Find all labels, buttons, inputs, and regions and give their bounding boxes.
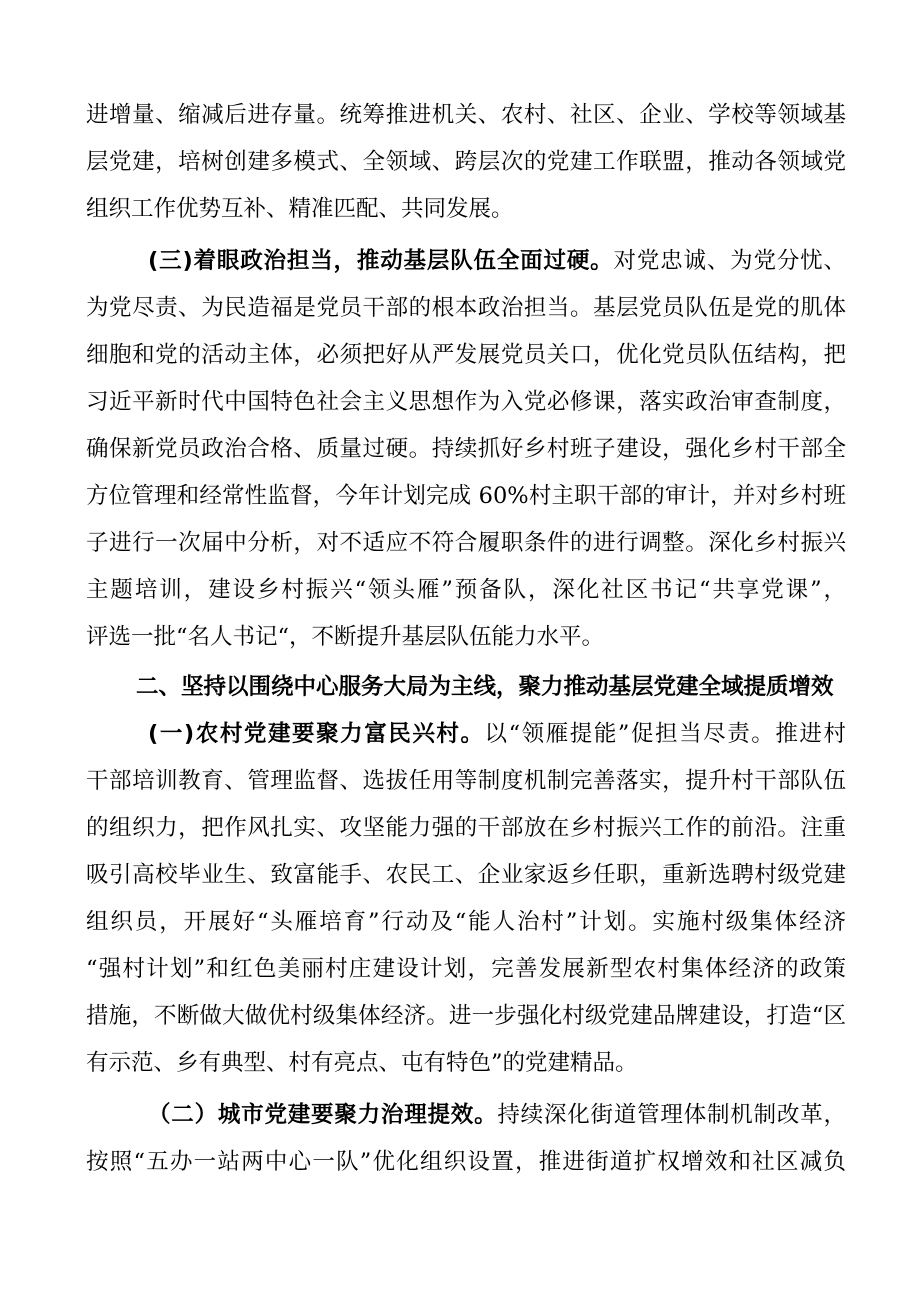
text-line: 子进行一次届中分析，对不适应不符合履职条件的进行调整。深化乡村振兴 — [86, 530, 846, 556]
section-heading-2 — [86, 664, 846, 711]
paragraph-1 — [86, 92, 846, 233]
text-line: 方位管理和经常性监督，今年计划完成 60%村主职干部的审计，并对乡村班 — [86, 483, 846, 509]
text-line: 习近平新时代中国特色社会主义思想作为入党必修课，落实政治审查制度， — [86, 389, 846, 415]
paragraph-2 — [86, 238, 846, 661]
paragraph-4 — [86, 1092, 846, 1186]
text-line: 按照“五办一站两中心一队”优化组织设置，推进街道扩权增效和社区减负 — [86, 1149, 846, 1175]
text-run: 持续深化街道管理体制机制改革， — [497, 1102, 846, 1128]
text-line: 主题培训，建设乡村振兴“领头雁”预备队，深化社区书记“共享党课”， — [86, 577, 846, 603]
text-line: 层党建，培树创建多模式、全领域、跨层次的党建工作联盟，推动各领域党 — [86, 149, 846, 175]
paragraph-3 — [86, 711, 846, 1087]
text-run: 对党忠诚、为党分忧、 — [613, 248, 846, 274]
text-line: 评选一批“名人书记“，不断提升基层队伍能力水平。 — [86, 624, 605, 650]
section-lead-heading: (三)着眼政治担当，推动基层队伍全面过硬。 — [148, 248, 614, 274]
text-line: 的组织力，把作风扎实、攻坚能力强的干部放在乡村振兴工作的前沿。注重 — [86, 815, 846, 841]
text-line: 吸引高校毕业生、致富能手、农民工、企业家返乡任职，重新选聘村级党建 — [86, 862, 846, 888]
heading-text: 二、坚持以围绕中心服务大局为主线，聚力推动基层党建全域提质增效 — [136, 674, 834, 700]
section-lead-heading: （二）城市党建要聚力治理提效。 — [148, 1102, 498, 1128]
text-line: 有示范、乡有典型、村有亮点、屯有特色”的党建精品。 — [86, 1050, 638, 1076]
document-page — [86, 92, 846, 1186]
text-line: 干部培训教育、管理监督、选拔任用等制度机制完善落实，提升村干部队伍 — [86, 768, 846, 794]
text-line: 为党尽责、为民造福是党员干部的根本政治担当。基层党员队伍是党的肌体 — [86, 295, 846, 321]
text-run: 以“领雁提能”促担当尽责。推进村 — [484, 721, 846, 747]
text-line: 措施，不断做大做优村级集体经济。进一步强化村级党建品牌建设，打造“区 — [86, 1003, 846, 1029]
text-line — [86, 238, 846, 285]
text-line — [86, 711, 846, 758]
text-line — [86, 1092, 846, 1139]
text-line: 确保新党员政治合格、质量过硬。持续抓好乡村班子建设，强化乡村干部全 — [86, 436, 846, 462]
text-line: 组织工作优势互补、精准匹配、共同发展。 — [86, 196, 514, 222]
text-line: “强村计划”和红色美丽村庄建设计划，完善发展新型农村集体经济的政策 — [86, 956, 846, 982]
text-line: 组织员，开展好“头雁培育”行动及“能人治村”计划。实施村级集体经济 — [86, 909, 846, 935]
text-line: 细胞和党的活动主体，必须把好从严发展党员关口，优化党员队伍结构，把 — [86, 342, 846, 368]
section-lead-heading: (一)农村党建要聚力富民兴村。 — [148, 721, 485, 747]
text-line: 进增量、缩减后进存量。统筹推进机关、农村、社区、企业、学校等领域基 — [86, 102, 846, 128]
